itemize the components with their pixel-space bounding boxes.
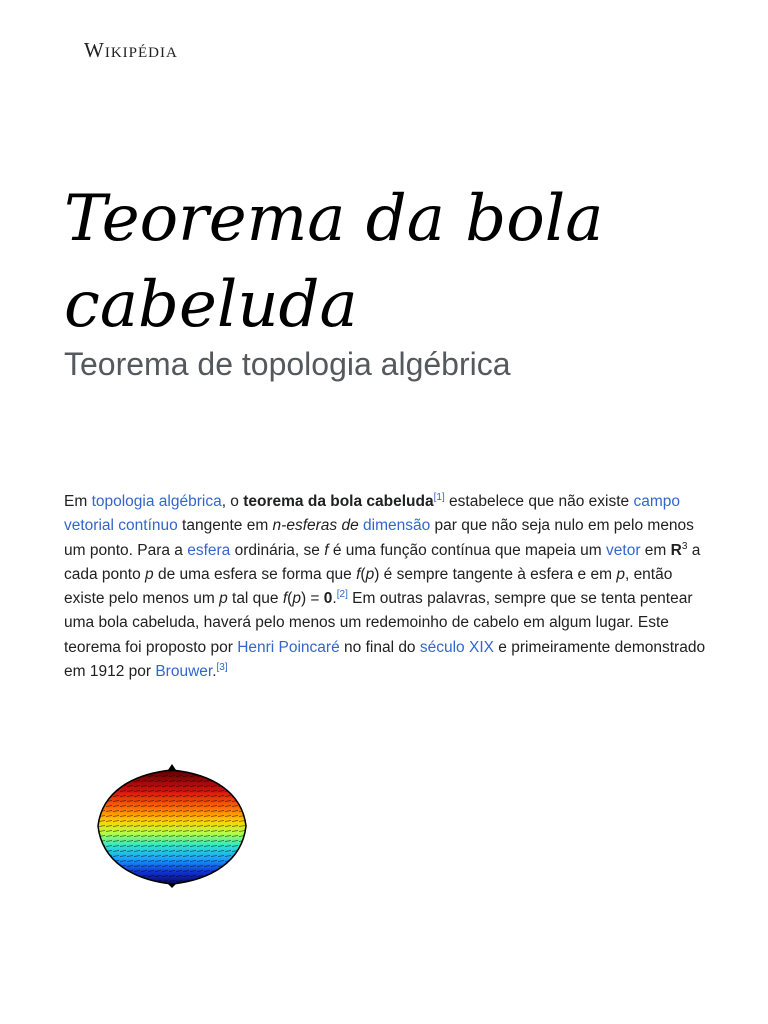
reference-1[interactable]: [1] (433, 491, 445, 503)
link-dimensao[interactable]: dimensão (363, 517, 431, 535)
hairy-ball-sphere-image (92, 764, 252, 888)
bold-term: teorema da bola cabeluda (243, 493, 434, 510)
link-esfera[interactable]: esfera (187, 541, 231, 559)
hairy-ball-figure[interactable] (92, 764, 252, 888)
wikipedia-wordmark[interactable]: Wikipédia (84, 38, 178, 62)
page-subtitle: Teorema de topologia algébrica (64, 346, 511, 382)
reference-3[interactable]: [3] (216, 661, 228, 673)
link-vetor[interactable]: vetor (606, 541, 641, 559)
link-campo-vetorial[interactable]: campo vetorial contínuo (64, 493, 680, 535)
link-henri-poincare[interactable]: Henri Poincaré (237, 638, 340, 656)
link-topologia-algebrica[interactable]: topologia algébrica (91, 493, 222, 510)
reference-2[interactable]: [2] (336, 589, 348, 601)
link-brouwer[interactable]: Brouwer (155, 663, 213, 681)
link-seculo-xix[interactable]: século XIX (419, 638, 494, 656)
lead-paragraph: Em topologia algébrica, o teorema da bola cabeluda[1] estabelece que não existe campo vetorial contínuo tangente em n-esferas de dimensão par que não seja nulo em pelo menos um ponto. Para a esfera ordinária, se f é uma função contínua que mapeia um vetor em $R^3$ a cada ponto p de uma esfera se forma que f(p) é sempre tangente à esfera e em p, então existe pelo menos um p tal que f(p) = 0.[2] Em outras palavras, sempre que se tenta pentear uma bola cabeluda, haverá pelo menos um redemoinho de cabelo em algum lugar. Este teorema foi proposto por Henri Poincaré no final do século XIX e primeiramente demonstrado em 1912 por Brouwer.[3] (64, 491, 706, 681)
page-title: Teorema da bola cabeluda (64, 182, 604, 342)
